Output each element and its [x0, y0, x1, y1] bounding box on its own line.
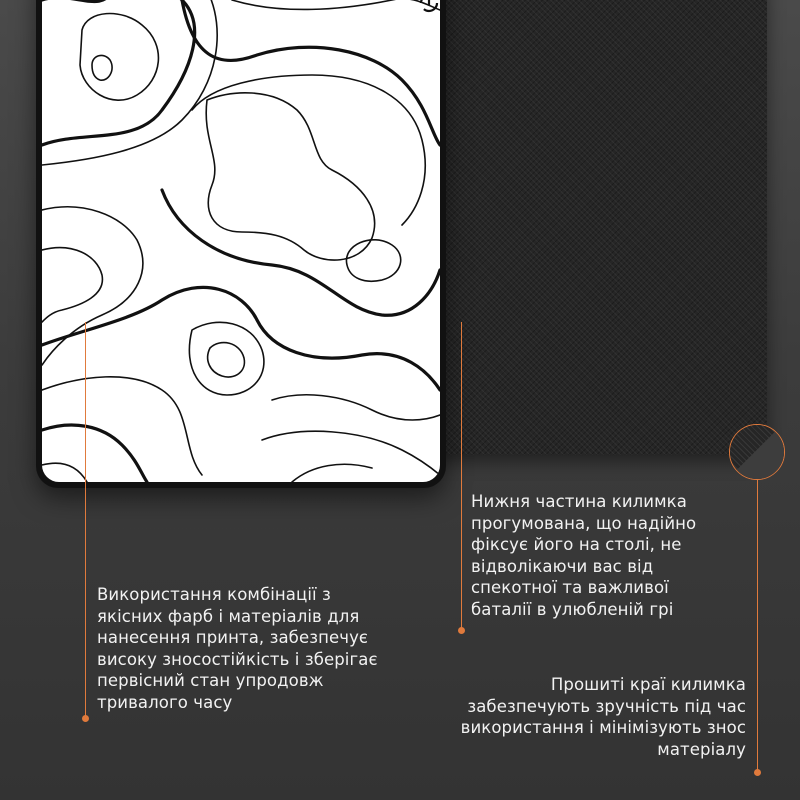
caption-line: матеріалу	[657, 739, 746, 759]
caption-line: якісних фарб і матеріалів для	[97, 606, 360, 626]
caption-line: забезпечують зручність під час	[467, 696, 746, 716]
callout-line-rubber	[461, 322, 462, 630]
callout-dot-print	[82, 715, 89, 722]
caption-line: баталії в улюбленій грі	[471, 599, 674, 619]
topographic-print	[42, 0, 440, 482]
brand-logo-icon	[418, 0, 440, 14]
callout-dot-edges	[754, 769, 761, 776]
caption-stitched-edges	[461, 674, 746, 760]
caption-line: тривалого часу	[97, 692, 233, 712]
caption-line: первісний стан упродовж	[97, 671, 324, 690]
caption-line: нанесення принта, забезпечує	[97, 628, 369, 647]
mousepad	[36, 0, 446, 488]
stitched-edge-detail	[730, 425, 784, 479]
caption-print-quality	[97, 584, 378, 713]
callout-dot-rubber	[458, 627, 465, 634]
caption-line: Прошиті краї килимка	[550, 675, 746, 694]
stitched-edge-zoom	[729, 424, 785, 480]
caption-line: Використання комбінації з	[97, 585, 331, 604]
caption-line: фіксує його на столі, не	[471, 535, 682, 554]
caption-line: прогумована, що надійно	[471, 513, 697, 533]
caption-line: Нижня частина килимка	[471, 492, 687, 511]
callout-line-print	[85, 322, 86, 718]
topographic-pattern	[42, 0, 440, 482]
caption-line: високу зносостійкість і зберігає	[97, 649, 378, 669]
caption-line: відволікаючи вас від	[471, 556, 654, 576]
callout-line-edges	[757, 480, 758, 772]
rubber-underside	[405, 0, 767, 455]
caption-line: спекотної та важливої	[471, 578, 669, 597]
caption-line: використання і мінімізують знос	[460, 718, 746, 737]
caption-rubber-base	[471, 491, 696, 620]
